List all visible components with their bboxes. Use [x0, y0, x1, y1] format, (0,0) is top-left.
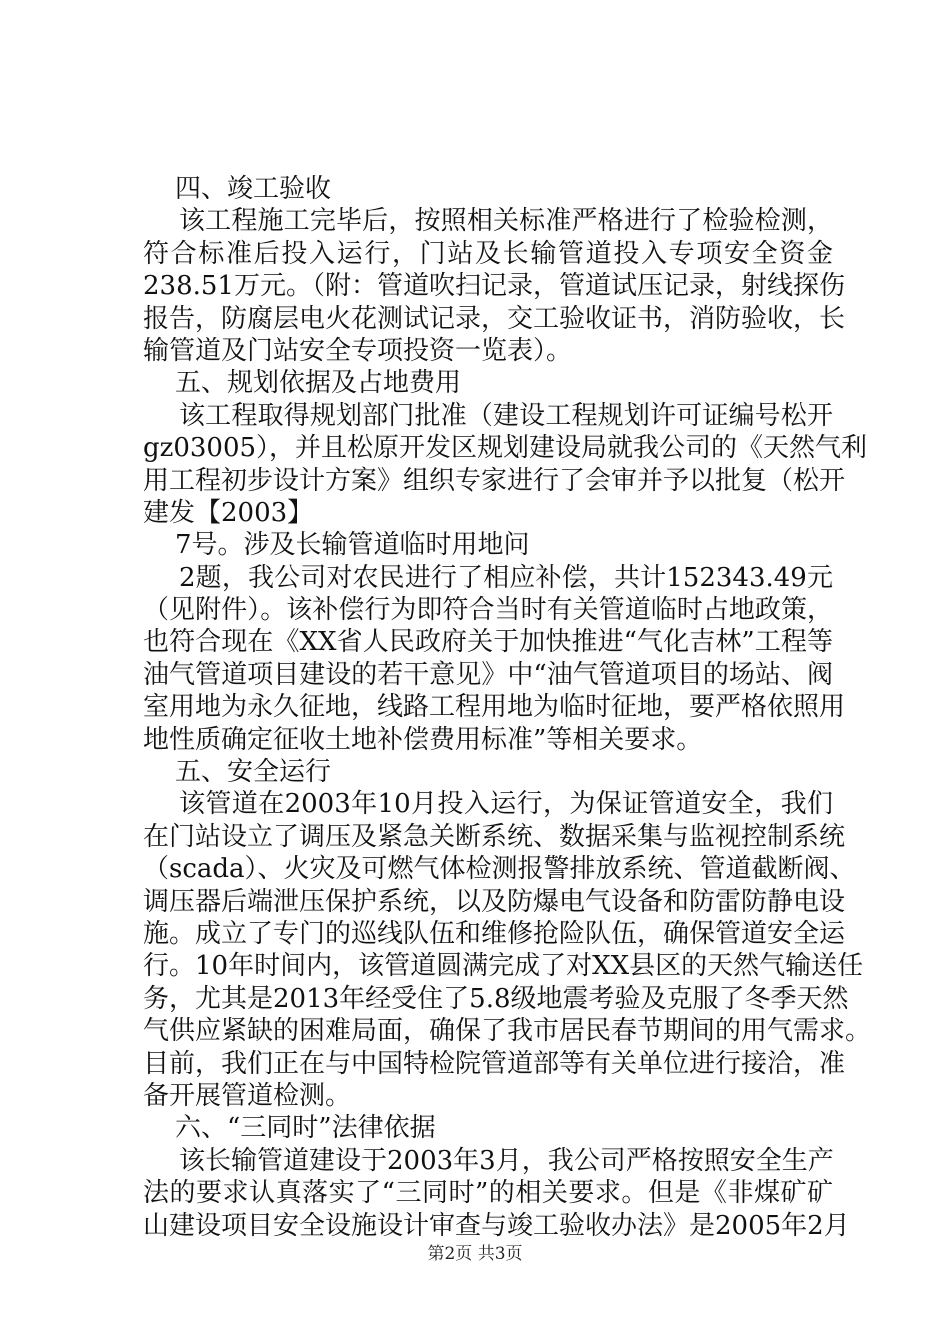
text-line: 五、安全运行	[175, 757, 332, 788]
text-line: 在门站设立了调压及紧急关断系统、数据采集与监视控制系统	[143, 821, 846, 852]
text-line: 地性质确定征收土地补偿费用标准”等相关要求。	[143, 724, 703, 755]
text-line: 调压器后端泄压保护系统，以及防爆电气设备和防雷防静电设	[143, 886, 846, 917]
text-line: 报告，防腐层电火花测试记录，交工验收证书，消防验收，长	[143, 303, 846, 334]
text-line: 输管道及门站安全专项投资一览表）。	[143, 335, 573, 366]
text-line: 四、竣工验收	[175, 174, 332, 204]
text-line: 2题，我公司对农民进行了相应补偿，共计152343.49元	[179, 562, 833, 593]
text-line: 气供应紧缺的困难局面，确保了我市居民春节期间的用气需求。	[143, 1016, 872, 1047]
document-body	[143, 173, 872, 1242]
text-line: 备开展管道检测。	[143, 1080, 352, 1111]
text-line: 该长输管道建设于2003年3月，我公司严格按照安全生产	[179, 1145, 834, 1176]
text-line: 7号。涉及长输管道临时用地问	[175, 530, 530, 561]
text-line: 五、规划依据及占地费用	[175, 368, 462, 399]
text-line: 符合标准后投入运行，门站及长输管道投入专项安全资金	[143, 238, 833, 269]
text-line: 用工程初步设计方案》组织专家进行了会审并予以批复（松开	[143, 465, 846, 496]
text-line: 施。成立了专门的巡线队伍和维修抢险队伍，确保管道安全运	[143, 918, 846, 949]
text-line: 该工程取得规划部门批准（建设工程规划许可证编号松开	[179, 400, 833, 431]
text-line: 238.51万元。（附：管道吹扫记录，管道试压记录，射线探伤	[143, 271, 845, 302]
text-line: 也符合现在《XX省人民政府关于加快推进“气化吉林”工程等	[143, 627, 833, 658]
text-line: 山建设项目安全设施设计审查与竣工验收办法》是2005年2月	[143, 1210, 850, 1241]
text-line: 目前，我们正在与中国特检院管道部等有关单位进行接洽，准	[143, 1048, 846, 1079]
text-line: 建发【2003】	[143, 497, 314, 528]
text-line: 油气管道项目建设的若干意见》中“油气管道项目的场站、阀	[143, 659, 833, 690]
text-line: 该管道在2003年10月投入运行，为保证管道安全，我们	[179, 789, 833, 820]
page-footer: 第2页 共3页	[427, 1244, 523, 1264]
text-line: 务，尤其是2013年经受住了5.8级地震考验及克服了冬季天然	[143, 983, 849, 1014]
text-line: 六、“三同时”法律依据	[175, 1113, 436, 1144]
text-line: 该工程施工完毕后，按照相关标准严格进行了检验检测，	[179, 206, 833, 237]
text-line: gz03005），并且松原开发区规划建设局就我公司的《天然气利	[143, 433, 868, 464]
text-line: 法的要求认真落实了“三同时”的相关要求。但是《非煤矿矿	[143, 1178, 833, 1209]
text-line: 行。10年时间内，该管道圆满完成了对XX县区的天然气输送任	[143, 951, 864, 982]
text-line: （scada）、火灾及可燃气体检测报警排放系统、管道截断阀、	[143, 854, 856, 885]
text-line: 室用地为永久征地，线路工程用地为临时征地，要严格依照用	[143, 692, 846, 723]
text-line: （见附件）。该补偿行为即符合当时有关管道临时占地政策，	[143, 595, 833, 626]
